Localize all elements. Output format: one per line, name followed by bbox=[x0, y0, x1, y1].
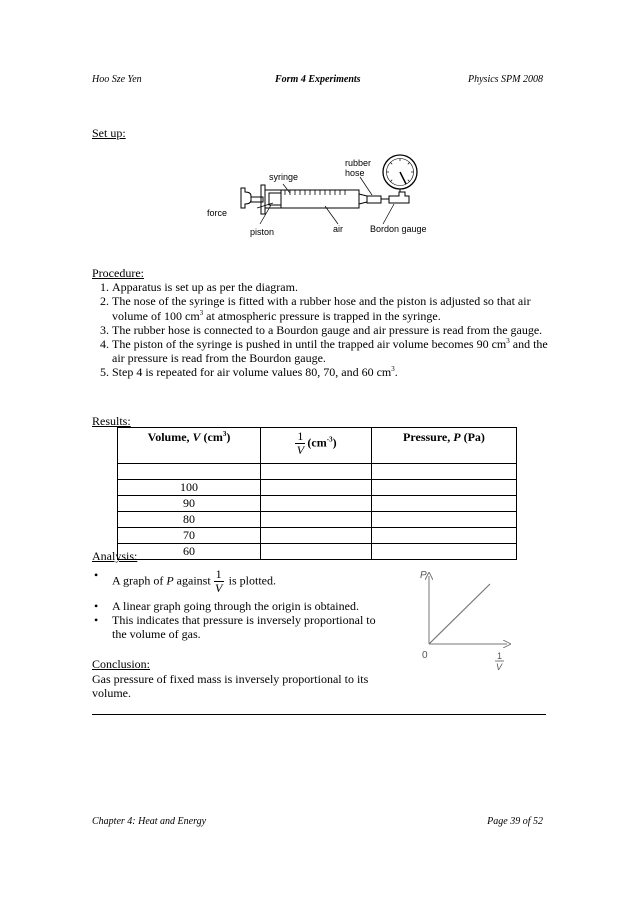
table-row: 100 bbox=[118, 480, 517, 496]
label-rubber: rubber bbox=[345, 158, 372, 168]
procedure-step: 2. The nose of the syringe is fitted with a rubber hose and the piston is adjusted so that air volume of 100 $cm^3$ at atmospheric pressure is trapped in the syringe. bbox=[112, 294, 552, 322]
procedure-list bbox=[92, 280, 552, 379]
rubber-hose-part bbox=[367, 196, 381, 203]
gauge-stem bbox=[389, 192, 409, 203]
section-divider bbox=[92, 714, 546, 715]
analysis-heading: Analysis: bbox=[92, 549, 138, 563]
conclusion-text: Gas pressure of fixed mass is inversely proportional to its volume. bbox=[92, 671, 369, 700]
procedure-step: 4. The piston of the syringe is pushed in until the trapped air volume becomes 90 $cm^3$ and the air pressure is read from the Bourdon gauge. bbox=[112, 337, 552, 365]
table-header-row bbox=[118, 428, 517, 464]
label-piston: piston bbox=[250, 227, 275, 237]
header-volume: Volume, V $(cm^3)$ bbox=[118, 428, 261, 464]
fraction-one-over-v: $\frac{1}{V}$ bbox=[215, 567, 223, 595]
table-row bbox=[118, 464, 517, 480]
fraction-one-over-v: $\frac{1}{V}$ bbox=[296, 429, 305, 457]
graph-line bbox=[429, 584, 490, 644]
conclusion-heading: Conclusion: bbox=[92, 657, 151, 671]
p-vs-inverse-v-graph bbox=[405, 564, 520, 679]
header-author: Hoo Sze Yen bbox=[92, 74, 142, 85]
syringe-nozzle bbox=[359, 194, 367, 204]
x-axis-label-den: V bbox=[496, 662, 503, 672]
piston-head bbox=[269, 193, 281, 205]
analysis-bullet: • A graph of P against $\frac{1}{V}$ is plotted. bbox=[94, 567, 277, 595]
procedure-section bbox=[92, 266, 552, 380]
procedure-step: 3. The rubber hose is connected to a Bourdon gauge and air pressure is read from the gauge. bbox=[112, 323, 552, 337]
label-syringe: syringe bbox=[269, 172, 299, 182]
table-row: 90 bbox=[118, 496, 517, 512]
origin-label: 0 bbox=[422, 650, 428, 661]
label-air: air bbox=[333, 224, 344, 234]
analysis-bullet: • This indicates that pressure is inversely proportional to the volume of gas. bbox=[94, 613, 376, 642]
y-axis-label: P bbox=[420, 570, 427, 581]
label-force: force bbox=[207, 208, 228, 218]
conclusion-section bbox=[92, 657, 392, 701]
label-hose: hose bbox=[345, 168, 365, 178]
apparatus-diagram bbox=[195, 148, 440, 243]
procedure-heading: Procedure: bbox=[92, 266, 144, 280]
header-pressure: Pressure, P (Pa) bbox=[372, 428, 517, 464]
results-heading: Results: bbox=[92, 414, 131, 428]
setup-heading: Set up: bbox=[92, 126, 126, 140]
footer-chapter: Chapter 4: Heat and Energy bbox=[92, 816, 207, 827]
table-row: 80 bbox=[118, 512, 517, 528]
header-subject: Physics SPM 2008 bbox=[468, 74, 543, 85]
footer-page: Page 39 of 52 bbox=[487, 816, 543, 827]
results-table bbox=[117, 427, 517, 560]
procedure-step: 1. Apparatus is set up as per the diagram. bbox=[112, 280, 552, 294]
piston-handle bbox=[241, 188, 251, 208]
header-inverse-volume: $\frac{1}{V}$ $(cm^{-3})$ bbox=[261, 428, 372, 464]
header-title: Form 4 Experiments bbox=[275, 74, 361, 85]
table-row: 70 bbox=[118, 528, 517, 544]
analysis-section bbox=[92, 568, 392, 642]
x-axis-label-num: 1 bbox=[497, 651, 503, 661]
procedure-step: 5. Step 4 is repeated for air volume values 80, 70, and 60 $cm^3$. bbox=[112, 365, 552, 379]
table-row: 60 bbox=[118, 544, 517, 560]
label-gauge: Bordon gauge bbox=[370, 224, 427, 234]
analysis-bullet: • A linear graph going through the origin is obtained. bbox=[94, 599, 359, 613]
